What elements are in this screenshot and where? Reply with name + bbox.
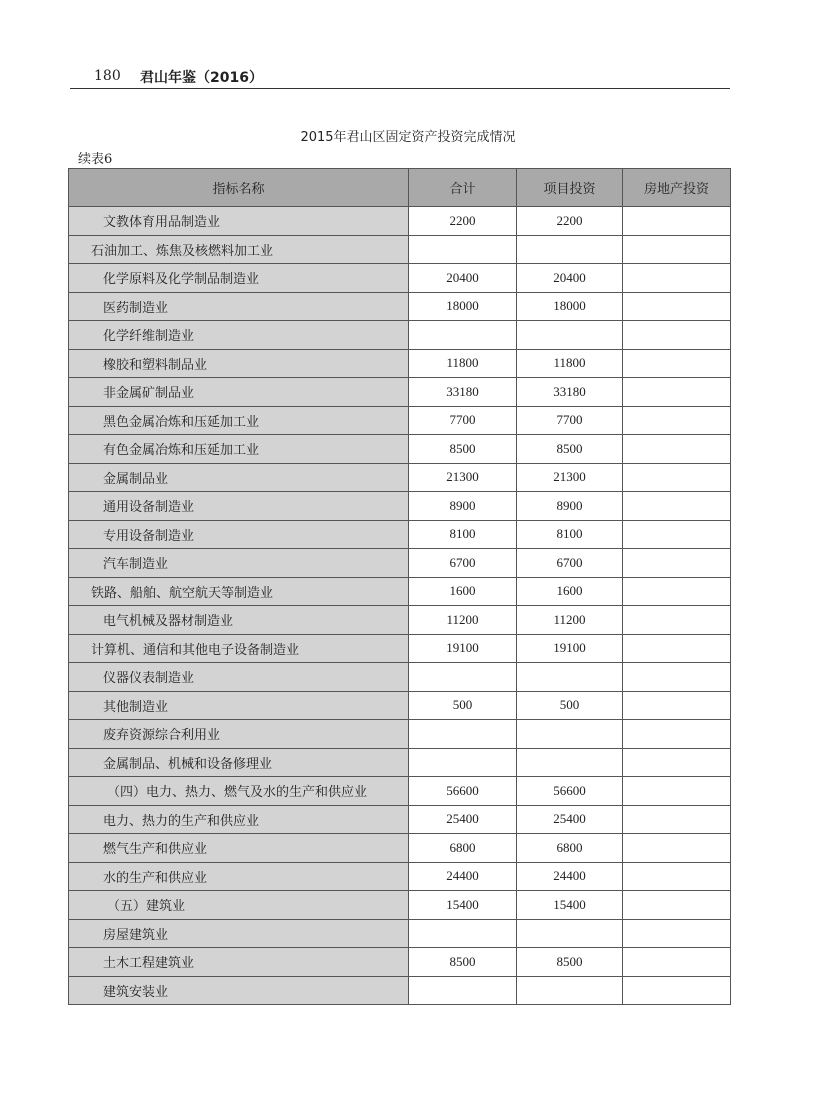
row-realestate-cell: [623, 207, 731, 236]
row-realestate-cell: [623, 435, 731, 464]
row-realestate-cell: [623, 321, 731, 350]
table-row: [69, 976, 731, 1005]
table-row: [69, 805, 731, 834]
row-total-cell: 33180: [409, 378, 517, 407]
table-row: [69, 406, 731, 435]
row-realestate-cell: [623, 606, 731, 635]
row-realestate-cell: [623, 663, 731, 692]
table-row: [69, 720, 731, 749]
row-total-cell: 11800: [409, 349, 517, 378]
row-project-cell: 18000: [517, 292, 623, 321]
row-total-cell: [409, 235, 517, 264]
column-header-name: 指标名称: [69, 169, 409, 207]
column-header-realestate: 房地产投资: [623, 169, 731, 207]
row-name-cell: 通用设备制造业: [69, 492, 409, 521]
table-row: [69, 349, 731, 378]
table-row: [69, 891, 731, 920]
row-realestate-cell: [623, 691, 731, 720]
row-realestate-cell: [623, 520, 731, 549]
table-row: [69, 777, 731, 806]
row-realestate-cell: [623, 805, 731, 834]
row-total-cell: 21300: [409, 463, 517, 492]
row-project-cell: [517, 235, 623, 264]
table-row: [69, 549, 731, 578]
row-name-cell: 电力、热力的生产和供应业: [69, 805, 409, 834]
column-header-total: 合计: [409, 169, 517, 207]
row-total-cell: 1600: [409, 577, 517, 606]
row-total-cell: 11200: [409, 606, 517, 635]
row-realestate-cell: [623, 720, 731, 749]
table-row: [69, 919, 731, 948]
table-row: [69, 378, 731, 407]
row-project-cell: 11200: [517, 606, 623, 635]
row-name-cell: 金属制品业: [69, 463, 409, 492]
table-row: [69, 292, 731, 321]
row-name-cell: 电气机械及器材制造业: [69, 606, 409, 635]
row-realestate-cell: [623, 549, 731, 578]
row-total-cell: 6800: [409, 834, 517, 863]
row-total-cell: 7700: [409, 406, 517, 435]
row-total-cell: [409, 663, 517, 692]
row-realestate-cell: [623, 777, 731, 806]
row-name-cell: 废弃资源综合利用业: [69, 720, 409, 749]
investment-table: [68, 168, 731, 1005]
row-realestate-cell: [623, 976, 731, 1005]
table-row: [69, 435, 731, 464]
table-header-row: [69, 169, 731, 207]
row-project-cell: 24400: [517, 862, 623, 891]
row-project-cell: 15400: [517, 891, 623, 920]
table-row: [69, 834, 731, 863]
row-project-cell: 8900: [517, 492, 623, 521]
row-project-cell: [517, 748, 623, 777]
row-name-cell: 化学纤维制造业: [69, 321, 409, 350]
row-name-cell: 专用设备制造业: [69, 520, 409, 549]
table-row: [69, 321, 731, 350]
row-total-cell: 2200: [409, 207, 517, 236]
continued-label: 续表6: [78, 152, 113, 167]
row-name-cell: （五）建筑业: [69, 891, 409, 920]
row-total-cell: 8100: [409, 520, 517, 549]
book-title: 君山年鉴（2016）: [140, 70, 263, 86]
row-name-cell: 建筑安装业: [69, 976, 409, 1005]
row-total-cell: 500: [409, 691, 517, 720]
row-total-cell: 25400: [409, 805, 517, 834]
row-name-cell: 仪器仪表制造业: [69, 663, 409, 692]
table-row: [69, 748, 731, 777]
table-row: [69, 492, 731, 521]
row-total-cell: [409, 976, 517, 1005]
table-row: [69, 463, 731, 492]
row-realestate-cell: [623, 235, 731, 264]
row-project-cell: 11800: [517, 349, 623, 378]
row-total-cell: 56600: [409, 777, 517, 806]
table-row: [69, 948, 731, 977]
row-name-cell: 医药制造业: [69, 292, 409, 321]
table-row: [69, 264, 731, 293]
table-row: [69, 235, 731, 264]
row-name-cell: 汽车制造业: [69, 549, 409, 578]
row-total-cell: [409, 321, 517, 350]
table-row: [69, 634, 731, 663]
row-total-cell: [409, 748, 517, 777]
row-name-cell: 文教体育用品制造业: [69, 207, 409, 236]
row-realestate-cell: [623, 264, 731, 293]
table-row: [69, 663, 731, 692]
row-project-cell: 8500: [517, 948, 623, 977]
row-realestate-cell: [623, 492, 731, 521]
row-project-cell: 8500: [517, 435, 623, 464]
row-realestate-cell: [623, 463, 731, 492]
row-project-cell: 7700: [517, 406, 623, 435]
row-project-cell: 25400: [517, 805, 623, 834]
row-name-cell: 金属制品、机械和设备修理业: [69, 748, 409, 777]
row-name-cell: 化学原料及化学制品制造业: [69, 264, 409, 293]
row-project-cell: 21300: [517, 463, 623, 492]
row-realestate-cell: [623, 948, 731, 977]
row-project-cell: [517, 663, 623, 692]
row-project-cell: [517, 720, 623, 749]
row-realestate-cell: [623, 292, 731, 321]
page-header: [70, 66, 730, 89]
row-name-cell: 土木工程建筑业: [69, 948, 409, 977]
row-name-cell: （四）电力、热力、燃气及水的生产和供应业: [69, 777, 409, 806]
row-name-cell: 有色金属冶炼和压延加工业: [69, 435, 409, 464]
row-total-cell: 18000: [409, 292, 517, 321]
row-name-cell: 计算机、通信和其他电子设备制造业: [69, 634, 409, 663]
table-row: [69, 862, 731, 891]
row-name-cell: 燃气生产和供应业: [69, 834, 409, 863]
table-row: [69, 691, 731, 720]
table-row: [69, 577, 731, 606]
row-project-cell: 56600: [517, 777, 623, 806]
row-project-cell: 6800: [517, 834, 623, 863]
row-project-cell: [517, 919, 623, 948]
row-realestate-cell: [623, 834, 731, 863]
page-number: 180: [94, 68, 121, 84]
row-project-cell: [517, 321, 623, 350]
row-total-cell: 24400: [409, 862, 517, 891]
row-project-cell: 1600: [517, 577, 623, 606]
row-name-cell: 黑色金属冶炼和压延加工业: [69, 406, 409, 435]
row-project-cell: 8100: [517, 520, 623, 549]
row-realestate-cell: [623, 891, 731, 920]
row-project-cell: 500: [517, 691, 623, 720]
row-project-cell: 19100: [517, 634, 623, 663]
table-row: [69, 606, 731, 635]
row-total-cell: 19100: [409, 634, 517, 663]
row-project-cell: 2200: [517, 207, 623, 236]
row-total-cell: [409, 720, 517, 749]
row-total-cell: [409, 919, 517, 948]
row-realestate-cell: [623, 748, 731, 777]
row-project-cell: 6700: [517, 549, 623, 578]
row-name-cell: 铁路、船舶、航空航天等制造业: [69, 577, 409, 606]
table-title: 2015年君山区固定资产投资完成情况: [300, 130, 516, 145]
row-name-cell: 石油加工、炼焦及核燃料加工业: [69, 235, 409, 264]
row-total-cell: 6700: [409, 549, 517, 578]
row-name-cell: 房屋建筑业: [69, 919, 409, 948]
row-realestate-cell: [623, 406, 731, 435]
row-total-cell: 20400: [409, 264, 517, 293]
row-total-cell: 15400: [409, 891, 517, 920]
row-realestate-cell: [623, 577, 731, 606]
row-realestate-cell: [623, 378, 731, 407]
row-name-cell: 其他制造业: [69, 691, 409, 720]
row-name-cell: 水的生产和供应业: [69, 862, 409, 891]
table-row: [69, 520, 731, 549]
row-project-cell: [517, 976, 623, 1005]
row-project-cell: 20400: [517, 264, 623, 293]
row-total-cell: 8500: [409, 948, 517, 977]
column-header-project: 项目投资: [517, 169, 623, 207]
row-realestate-cell: [623, 919, 731, 948]
row-realestate-cell: [623, 862, 731, 891]
row-name-cell: 橡胶和塑料制品业: [69, 349, 409, 378]
row-total-cell: 8900: [409, 492, 517, 521]
row-project-cell: 33180: [517, 378, 623, 407]
row-realestate-cell: [623, 634, 731, 663]
table-row: [69, 207, 731, 236]
row-name-cell: 非金属矿制品业: [69, 378, 409, 407]
row-total-cell: 8500: [409, 435, 517, 464]
row-realestate-cell: [623, 349, 731, 378]
